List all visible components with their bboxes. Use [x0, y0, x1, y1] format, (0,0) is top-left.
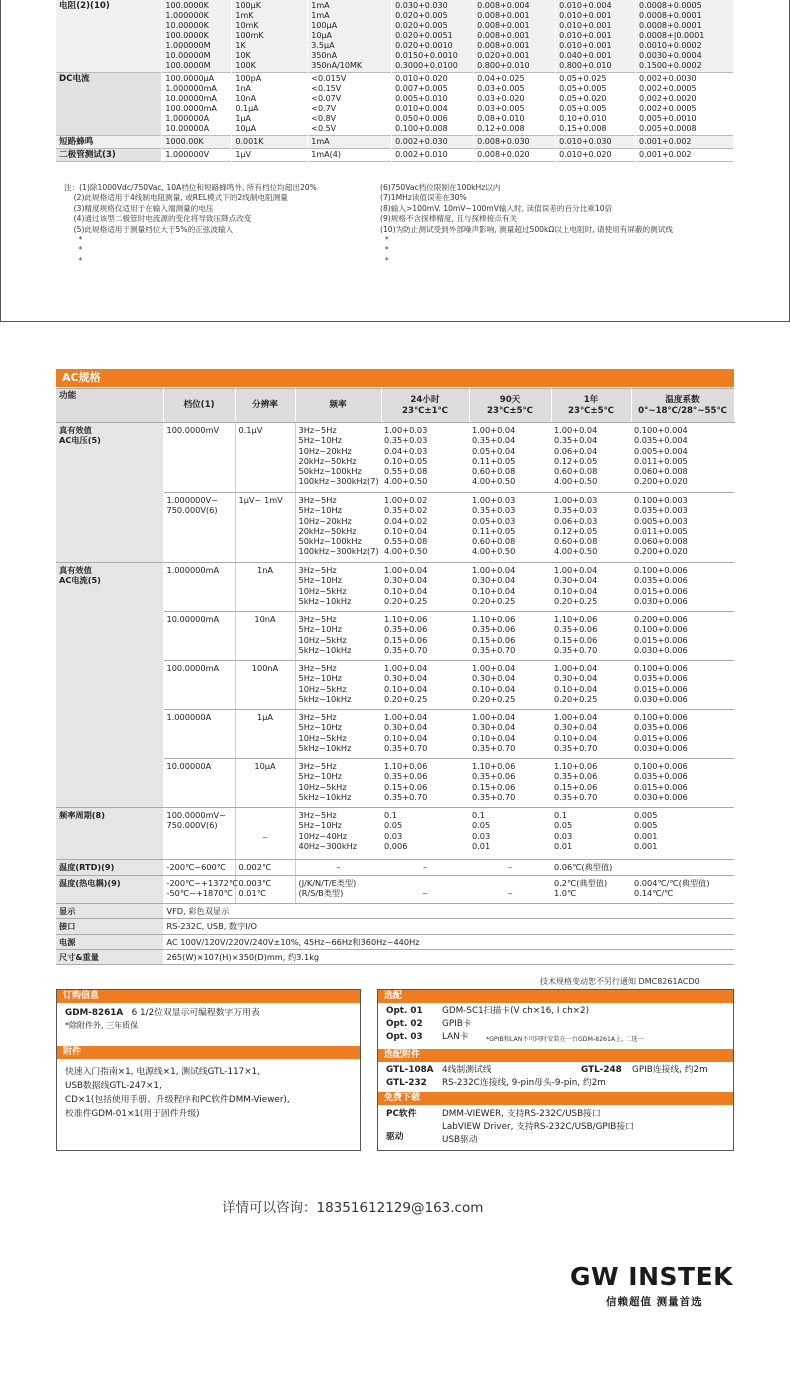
size-label: 尺寸&重量: [56, 949, 163, 964]
opt2-key: Opt. 02: [386, 1019, 423, 1029]
row-1y: 1.00+0.03 0.35+0.03 0.06+0.03 0.12+0.05 0.60+0.08 4.00+0.50: [551, 493, 631, 563]
row-90d: 1.00+0.04 0.30+0.04 0.10+0.04 0.20+0.25: [469, 563, 551, 612]
row-resolution: 1nA: [235, 563, 295, 612]
driver-value: USB驱动: [442, 1135, 478, 1145]
row-frequency: 3Hz~5Hz 5Hz~10Hz 10Hz~5kHz 5kHz~10kHz: [295, 563, 381, 612]
rtd-24h: –: [381, 860, 469, 876]
diode-acc-24h: 0.002+0.010: [392, 149, 474, 162]
opt1-value: GDM-SC1扫描卡(V ch×16, I ch×2): [442, 1006, 590, 1016]
row-temp-coeff: 0.100+0.006 0.035+0.006 0.015+0.006 0.030+0.006: [631, 563, 734, 612]
interface-row: [56, 919, 734, 934]
optional-accessories-title: 选配附件: [378, 1049, 733, 1062]
continuity-label: 短路蜂鸣: [56, 136, 162, 149]
dc-current-range: 100.0000μA 1.000000mA 10.00000mA 100.0000mA 1.000000A 10.00000A: [162, 73, 232, 136]
row-range: 100.0000mV~ 750.000V(6): [163, 808, 235, 860]
gtl232-key: GTL-232: [386, 1078, 427, 1088]
thermocouple-1y: 0.2℃(典型值) 1.0℃: [551, 876, 631, 904]
row-24h: 1.00+0.04 0.30+0.04 0.10+0.04 0.20+0.25: [381, 563, 469, 612]
display-value: VFD, 彩色双显示: [163, 904, 734, 919]
header-1y: 1年 23℃±5℃: [551, 389, 631, 423]
ac-row: [56, 808, 734, 860]
opt3-key: Opt. 03: [386, 1032, 423, 1042]
rtd-range: -200℃~600℃: [163, 860, 235, 876]
power-label: 电源: [56, 934, 163, 949]
row-temp-coeff: 0.100+0.006 0.035+0.006 0.015+0.006 0.030+0.006: [631, 661, 734, 710]
rtd-resolution: 0.002℃: [235, 860, 295, 876]
resistance-acc-24h: 0.030+0.030 0.020+0.005 0.020+0.005 0.020+0.0051 0.020+0.0010 0.0150+0.0010 0.3000+0.0100: [392, 0, 474, 73]
continuity-row: [56, 136, 734, 149]
row-24h: 1.10+0.06 0.35+0.06 0.15+0.06 0.35+0.70: [381, 612, 469, 661]
ac-row: [56, 563, 734, 612]
row-range: 1.000000mA: [163, 563, 235, 612]
diode-resolution: 1μV: [232, 149, 308, 162]
row-resolution: 1μA: [235, 710, 295, 759]
row-resolution: 10μA: [235, 759, 295, 808]
gtl108a-value: 4线制测试线: [442, 1065, 492, 1075]
thermocouple-types: (J/K/N/T/E类型) (R/S/B类型): [295, 876, 381, 904]
resistance-current: 1mA 1mA 100μA 10μA 3.5μA 350nA 350nA/10MK: [308, 0, 392, 73]
header-function: 功能: [56, 389, 163, 423]
row-frequency: 3Hz~5Hz 5Hz~10Hz 10Hz~5kHz 5kHz~10kHz: [295, 710, 381, 759]
row-frequency: 3Hz~5Hz 5Hz~10Hz 10Hz~5kHz 5kHz~10kHz: [295, 759, 381, 808]
rtd-row: [56, 860, 734, 876]
pc-software-value: DMM-VIEWER, 支持RS-232C/USB接口 LabVIEW Driver, 支持RS-232C/USB/GPIB接口: [442, 1109, 634, 1132]
row-24h: 1.00+0.04 0.30+0.04 0.10+0.04 0.20+0.25: [381, 661, 469, 710]
row-frequency: 3Hz~5Hz 5Hz~10Hz 10Hz~20kHz 20kHz~50kHz 50kHz~100kHz 100kHz~300kHz(7): [295, 493, 381, 563]
rtd-label: 温度(RTD)(9): [56, 860, 163, 876]
power-value: AC 100V/120V/220V/240V±10%, 45Hz~66Hz和360Hz~440Hz: [163, 934, 734, 949]
row-range: 100.0000mA: [163, 661, 235, 710]
diode-label: 二极管测试(3): [56, 149, 162, 162]
options-title: 选配: [378, 990, 733, 1003]
row-90d: 1.00+0.03 0.35+0.03 0.05+0.03 0.11+0.05 0.60+0.08 4.00+0.50: [469, 493, 551, 563]
ac-header-row: [56, 389, 734, 423]
resistance-acc-90d: 0.008+0.004 0.008+0.001 0.008+0.001 0.008+0.001 0.008+0.001 0.020+0.001 0.800+0.010: [474, 0, 556, 73]
continuity-acc-24h: 0.002+0.030: [392, 136, 474, 149]
order-info-box: [56, 989, 361, 1151]
thermocouple-row: [56, 876, 734, 904]
header-resolution: 分辨率: [235, 389, 295, 423]
row-90d: 1.10+0.06 0.35+0.06 0.15+0.06 0.35+0.70: [469, 759, 551, 808]
display-row: [56, 904, 734, 919]
dc-current-label: DC电流: [56, 73, 162, 136]
resistance-range: 100.0000K 1.000000K 10.00000K 100.0000K 1.000000M 10.00000M 100.0000M: [162, 0, 232, 73]
row-resolution: 100nA: [235, 661, 295, 710]
thermocouple-range: -200℃~+1372℃ -50℃~+1870℃: [163, 876, 235, 904]
row-24h: 1.00+0.02 0.35+0.02 0.04+0.02 0.10+0.04 0.55+0.08 4.00+0.50: [381, 493, 469, 563]
row-1y: 1.10+0.06 0.35+0.06 0.15+0.06 0.35+0.70: [551, 759, 631, 808]
continuity-current: 1mA: [308, 136, 392, 149]
row-frequency: 3Hz~5Hz 5Hz~10Hz 10Hz~5kHz 5kHz~10kHz: [295, 661, 381, 710]
row-90d: 0.1 0.05 0.03 0.01: [469, 808, 551, 860]
notes-right: (6)750Vac档位限制在100kHz以内 (7)1MHz读值误差在30% (8)输入>100mV. 10mV~100mV输入时, 读值误差的百分比乘10倍 (9)规格不含探棒精度, 且与探棒接点有关 (10)为防止测试受到外部噪声影响, 测量超过500kΩ以上电阻时, 请使用有屏蔽的测试线 * * *: [380, 183, 673, 265]
row-frequency: 3Hz~5Hz 5Hz~10Hz 10Hz~20kHz 20kHz~50kHz 50kHz~100kHz 100kHz~300kHz(7): [295, 423, 381, 493]
spec-change-note: 技术规格变动恕不另行通知 DMC8261ACD0: [540, 977, 700, 986]
brand-slogan: 信赖超值 测量首选: [606, 1296, 703, 1308]
row-temp-coeff: 0.100+0.003 0.035+0.003 0.005+0.003 0.011+0.005 0.060+0.008 0.200+0.020: [631, 493, 734, 563]
row-frequency: 3Hz~5Hz 5Hz~10Hz 10Hz~40Hz 40Hz~300kHz: [295, 808, 381, 860]
power-row: [56, 934, 734, 949]
row-90d: 1.00+0.04 0.35+0.04 0.05+0.04 0.11+0.05 0.60+0.08 4.00+0.50: [469, 423, 551, 493]
dc-current-burden: <0.015V <0.15V <0.07V <0.7V <0.8V <0.5V: [308, 73, 392, 136]
interface-value: RS-232C, USB, 数字I/O: [163, 919, 734, 934]
model-description: 6 1/2位双显示可编程数字万用表: [131, 1008, 260, 1018]
rtd-frequency: –: [295, 860, 381, 876]
size-row: [56, 949, 734, 964]
frequency-period-label: 频率周期(8): [56, 808, 163, 860]
diode-range: 1.000000V: [162, 149, 232, 162]
options-box: [377, 989, 734, 1151]
ac-voltage-label: 真有效值 AC电压(5): [56, 423, 163, 563]
dc-current-acc-1y: 0.05+0.025 0.05+0.005 0.05+0.020 0.05+0.005 0.10+0.010 0.15+0.008: [556, 73, 636, 136]
model-name: GDM-8261A: [65, 1008, 124, 1018]
diode-temp: 0.001+0.002: [636, 149, 734, 162]
ac-spec-title: AC规格: [56, 369, 734, 387]
header-24h: 24小时 23℃±1℃: [381, 389, 469, 423]
contact-info: 详情可以咨询：18351612129@163.com: [222, 1200, 484, 1216]
ac-current-label: 真有效值 AC电流(5): [56, 563, 163, 808]
row-1y: 1.10+0.06 0.35+0.06 0.15+0.06 0.35+0.70: [551, 612, 631, 661]
header-frequency: 频率: [295, 389, 381, 423]
accessories-list: 快速入门指南×1, 电源线×1, 测试线GTL-117×1, USB数据线GTL-247×1, CD×1(包括使用手册、升级程序和PC软件DMM-Viewer), 校准件GDM-01×1(用于固件升级): [65, 1067, 290, 1119]
thermocouple-90d: _: [469, 876, 551, 904]
notes-left: 注：(1)除1000Vdc/750Vac, 10A档位和短路蜂鸣外, 所有档位均超出20% (2)此规格适用于4线制电阻测量, 或REL模式下的2线制电阻测量 (3)精度规格仅适用于在输入端测量的电压 (4)通过该型二极管时电流源的变化将导致压降点改变 (5)此规格适用于测量档位大于5%的正弦波输入 * * *: [64, 183, 317, 265]
opt2-value: GPIB卡: [442, 1019, 472, 1029]
row-temp-coeff: 0.005 0.005 0.001 0.001: [631, 808, 734, 860]
resistance-temp: 0.0008+0.0005 0.0008+0.0001 0.0008+0.0001 0.0008+|0.0001 0.0010+0.0002 0.0030+0.0004 0.1500+0.0002: [636, 0, 734, 73]
gw-instek-logo: GW INSTEK: [570, 1262, 734, 1291]
diode-row: [56, 149, 734, 162]
rtd-90d: –: [469, 860, 551, 876]
gtl232-value: RS-232C连接线, 9-pin母头-9-pin, 约2m: [442, 1078, 606, 1088]
resistance-row: [56, 0, 734, 73]
row-resolution: 1μV~ 1mV: [235, 493, 295, 563]
dc-current-temp: 0.002+0.0030 0.002+0.0005 0.002+0.0020 0.002+0.0005 0.005+0.0010 0.005+0.0008: [636, 73, 734, 136]
ac-spec-table: [56, 388, 735, 965]
row-range: 10.00000A: [163, 759, 235, 808]
row-1y: 1.00+0.04 0.30+0.04 0.10+0.04 0.35+0.70: [551, 710, 631, 759]
resistance-resolution: 100μK 1mK 10mK 100mK 1K 10K 100K: [232, 0, 308, 73]
dc-current-resolution: 100pA 1nA 10nA 0.1μA 1μA 10μA: [232, 73, 308, 136]
row-24h: 0.1 0.05 0.03 0.006: [381, 808, 469, 860]
rtd-1y: 0.06℃(典型值): [551, 860, 631, 876]
dc-current-acc-90d: 0.04+0.025 0.03+0.005 0.03+0.020 0.03+0.005 0.08+0.010 0.12+0.008: [474, 73, 556, 136]
row-frequency: 3Hz~5Hz 5Hz~10Hz 10Hz~5kHz 5kHz~10kHz: [295, 612, 381, 661]
size-value: 265(W)×107(H)×350(D)mm, 约3.1kg: [163, 949, 734, 964]
free-download-title: 免费下载: [378, 1092, 733, 1105]
dc-current-row: [56, 73, 734, 136]
row-24h: 1.00+0.04 0.30+0.04 0.10+0.04 0.35+0.70: [381, 710, 469, 759]
row-range: 1.000000V~ 750.000V(6): [163, 493, 235, 563]
row-temp-coeff: 0.100+0.006 0.035+0.006 0.015+0.006 0.030+0.006: [631, 710, 734, 759]
row-24h: 1.10+0.06 0.35+0.06 0.15+0.06 0.35+0.70: [381, 759, 469, 808]
resistance-label: 电阻(2)(10): [56, 0, 162, 73]
row-resolution: 0.1μV: [235, 423, 295, 493]
row-resolution: 10nA: [235, 612, 295, 661]
driver-key: 驱动: [386, 1132, 404, 1142]
header-temp-coeff: 温度系数 0°~18℃/28°~55℃: [631, 389, 734, 423]
diode-acc-90d: 0.008+0.020: [474, 149, 556, 162]
gtl248-key: GTL-248: [581, 1065, 622, 1075]
row-90d: 1.00+0.04 0.30+0.04 0.10+0.04 0.35+0.70: [469, 710, 551, 759]
row-resolution: _: [235, 808, 295, 860]
row-temp-coeff: 0.100+0.004 0.035+0.004 0.005+0.004 0.011+0.005 0.060+0.008 0.200+0.020: [631, 423, 734, 493]
header-range: 档位(1): [163, 389, 235, 423]
continuity-resolution: 0.001K: [232, 136, 308, 149]
row-1y: 1.00+0.04 0.30+0.04 0.10+0.04 0.20+0.25: [551, 661, 631, 710]
row-range: 10.00000mA: [163, 612, 235, 661]
dc-current-acc-24h: 0.010+0.020 0.007+0.005 0.005+0.010 0.010+0.004 0.050+0.006 0.100+0.008: [392, 73, 474, 136]
warranty: *除附件外, 三年质保: [65, 1020, 139, 1030]
display-label: 显示: [56, 904, 163, 919]
thermocouple-temp-coeff: 0.004℃/℃(典型值) 0.14℃/℃: [631, 876, 734, 904]
row-range: 100.0000mV: [163, 423, 235, 493]
thermocouple-24h: _: [381, 876, 469, 904]
interface-label: 接口: [56, 919, 163, 934]
row-24h: 1.00+0.03 0.35+0.03 0.04+0.03 0.10+0.05 0.55+0.08 4.00+0.50: [381, 423, 469, 493]
row-1y: 1.00+0.04 0.35+0.04 0.06+0.04 0.12+0.05 0.60+0.08 4.00+0.50: [551, 423, 631, 493]
row-temp-coeff: 0.200+0.006 0.100+0.006 0.015+0.006 0.030+0.006: [631, 612, 734, 661]
diode-current: 1mA(4): [308, 149, 392, 162]
header-90d: 90天 23℃±5℃: [469, 389, 551, 423]
row-90d: 1.00+0.04 0.30+0.04 0.10+0.04 0.20+0.25: [469, 661, 551, 710]
continuity-temp: 0.001+0.002: [636, 136, 734, 149]
opt3-value: LAN卡: [442, 1032, 469, 1042]
gtl248-value: GPIB连接线, 约2m: [632, 1065, 708, 1075]
accessories-title: 附件: [57, 1046, 360, 1059]
gtl108a-key: GTL-108A: [386, 1065, 434, 1075]
dc-spec-table: [56, 0, 734, 162]
thermocouple-resolution: 0.003℃ 0.01℃: [235, 876, 295, 904]
diode-acc-1y: 0.010+0.020: [556, 149, 636, 162]
row-90d: 1.10+0.06 0.35+0.06 0.15+0.06 0.35+0.70: [469, 612, 551, 661]
thermocouple-label: 温度(热电耦)(9): [56, 876, 163, 904]
row-1y: 0.1 0.05 0.03 0.01: [551, 808, 631, 860]
order-info-title: 订购信息: [57, 990, 360, 1003]
pc-software-key: PC软件: [386, 1109, 417, 1119]
resistance-acc-1y: 0.010+0.004 0.010+0.001 0.010+0.001 0.010+0.001 0.010+0.001 0.040+0.001 0.800+0.010: [556, 0, 636, 73]
continuity-range: 1000.00K: [162, 136, 232, 149]
row-range: 1.000000A: [163, 710, 235, 759]
continuity-acc-90d: 0.008+0.030: [474, 136, 556, 149]
ac-row: [56, 423, 734, 493]
row-temp-coeff: 0.100+0.006 0.035+0.006 0.015+0.006 0.030+0.006: [631, 759, 734, 808]
opt1-key: Opt. 01: [386, 1006, 423, 1016]
rtd-temp-coeff: [631, 860, 734, 876]
continuity-acc-1y: 0.010+0.030: [556, 136, 636, 149]
opt3-note: *GPIB和LAN不可同时安装在一台GDM-8261A上, 二选一: [486, 1036, 644, 1043]
row-1y: 1.00+0.04 0.30+0.04 0.10+0.04 0.20+0.25: [551, 563, 631, 612]
